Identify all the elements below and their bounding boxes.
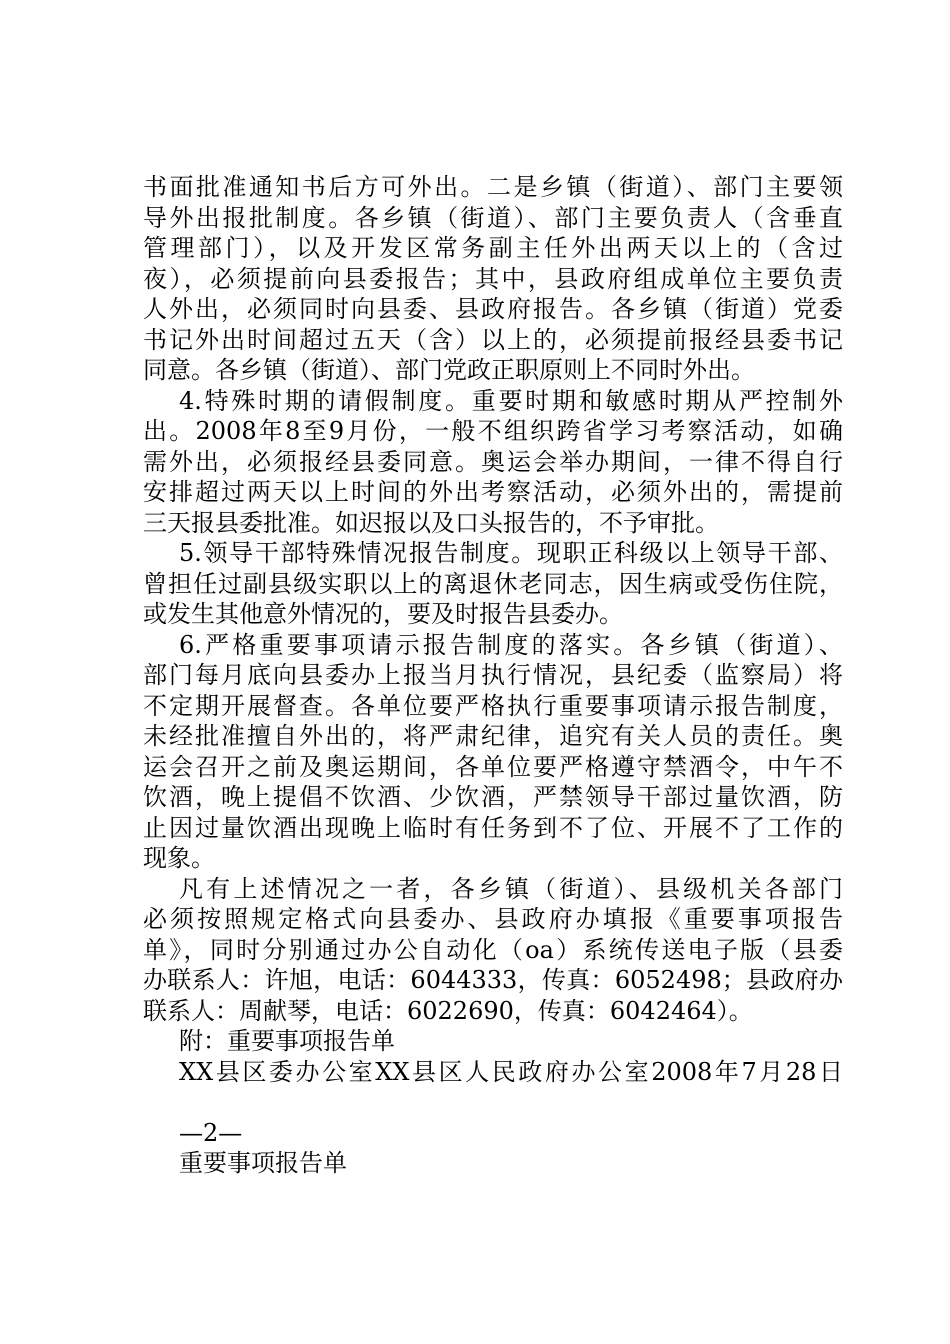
paragraph-6-start: 6.严格重要事项请示报告制度的落实。各乡镇（街道）、 bbox=[179, 630, 843, 659]
text-line: 书面批准通知书后方可外出。二是乡镇（街道）、部门主要领 bbox=[143, 173, 843, 201]
paragraph-7-start: 凡有上述情况之一者，各乡镇（街道）、县级机关各部门 bbox=[179, 874, 843, 903]
text-line: 饮酒，晚上提倡不饮酒、少饮酒，严禁领导干部过量饮酒，防 bbox=[143, 783, 843, 811]
text-line: 必须按照规定格式向县委办、县政府办填报《重要事项报告 bbox=[143, 905, 843, 933]
page-number: —2— bbox=[179, 1118, 243, 1147]
text-line: 夜），必须提前向县委报告；其中，县政府组成单位主要负责 bbox=[143, 264, 843, 293]
text-line: 止因过量饮酒出现晚上临时有任务到不了位、开展不了工作的 bbox=[143, 813, 843, 842]
text-line: 导外出报批制度。各乡镇（街道）、部门主要负责人（含垂直 bbox=[143, 203, 843, 232]
signature-date-line: XX县区委办公室XX县区人民政府办公室2008年7月28日 bbox=[179, 1057, 843, 1086]
text-line: 需外出，必须报经县委同意。奥运会举办期间，一律不得自行 bbox=[143, 447, 843, 476]
body-text bbox=[143, 172, 843, 1179]
text-line: 单》，同时分别通过办公自动化（oa）系统传送电子版（县委 bbox=[143, 935, 843, 964]
text-line: 安排超过两天以上时间的外出考察活动，必须外出的，需提前 bbox=[143, 478, 843, 506]
text-line: 运会召开之前及奥运期间，各单位要严格遵守禁酒令，中午不 bbox=[143, 752, 843, 781]
attachment-line: 附：重要事项报告单 bbox=[179, 1027, 395, 1055]
text-line: 不定期开展督查。各单位要严格执行重要事项请示报告制度， bbox=[143, 691, 843, 720]
text-line: 联系人：周献琴，电话：6022690，传真：6042464）。 bbox=[143, 996, 753, 1025]
paragraph-5-start: 5.领导干部特殊情况报告制度。现职正科级以上领导干部、 bbox=[179, 539, 843, 567]
text-line: 出。2008年8至9月份，一般不组织跨省学习考察活动，如确 bbox=[143, 417, 843, 445]
text-line: 或发生其他意外情况的，要及时报告县委办。 bbox=[143, 600, 623, 628]
paragraph-4-start: 4.特殊时期的请假制度。重要时期和敏感时期从严控制外 bbox=[179, 386, 843, 415]
text-line: 办联系人：许旭，电话：6044333，传真：6052498；县政府办 bbox=[143, 966, 843, 994]
text-line: 人外出，必须同时向县委、县政府报告。各乡镇（街道）党委 bbox=[143, 295, 843, 323]
text-line: 书记外出时间超过五天（含）以上的，必须提前报经县委书记 bbox=[143, 325, 843, 354]
text-line: 曾担任过副县级实职以上的离退休老同志，因生病或受伤住院， bbox=[143, 569, 843, 598]
blank-spacer bbox=[143, 1087, 843, 1118]
text-line: 未经批准擅自外出的，将严肃纪律，追究有关人员的责任。奥 bbox=[143, 722, 843, 750]
text-line: 三天报县委批准。如迟报以及口头报告的，不予审批。 bbox=[143, 508, 719, 537]
report-form-title: 重要事项报告单 bbox=[179, 1149, 347, 1177]
text-line: 同意。各乡镇（街道）、部门党政正职原则上不同时外出。 bbox=[143, 356, 755, 384]
text-line: 现象。 bbox=[143, 844, 215, 872]
text-line: 管理部门），以及开发区常务副主任外出两天以上的（含过 bbox=[143, 234, 843, 262]
text-line: 部门每月底向县委办上报当月执行情况，县纪委（监察局）将 bbox=[143, 661, 843, 689]
